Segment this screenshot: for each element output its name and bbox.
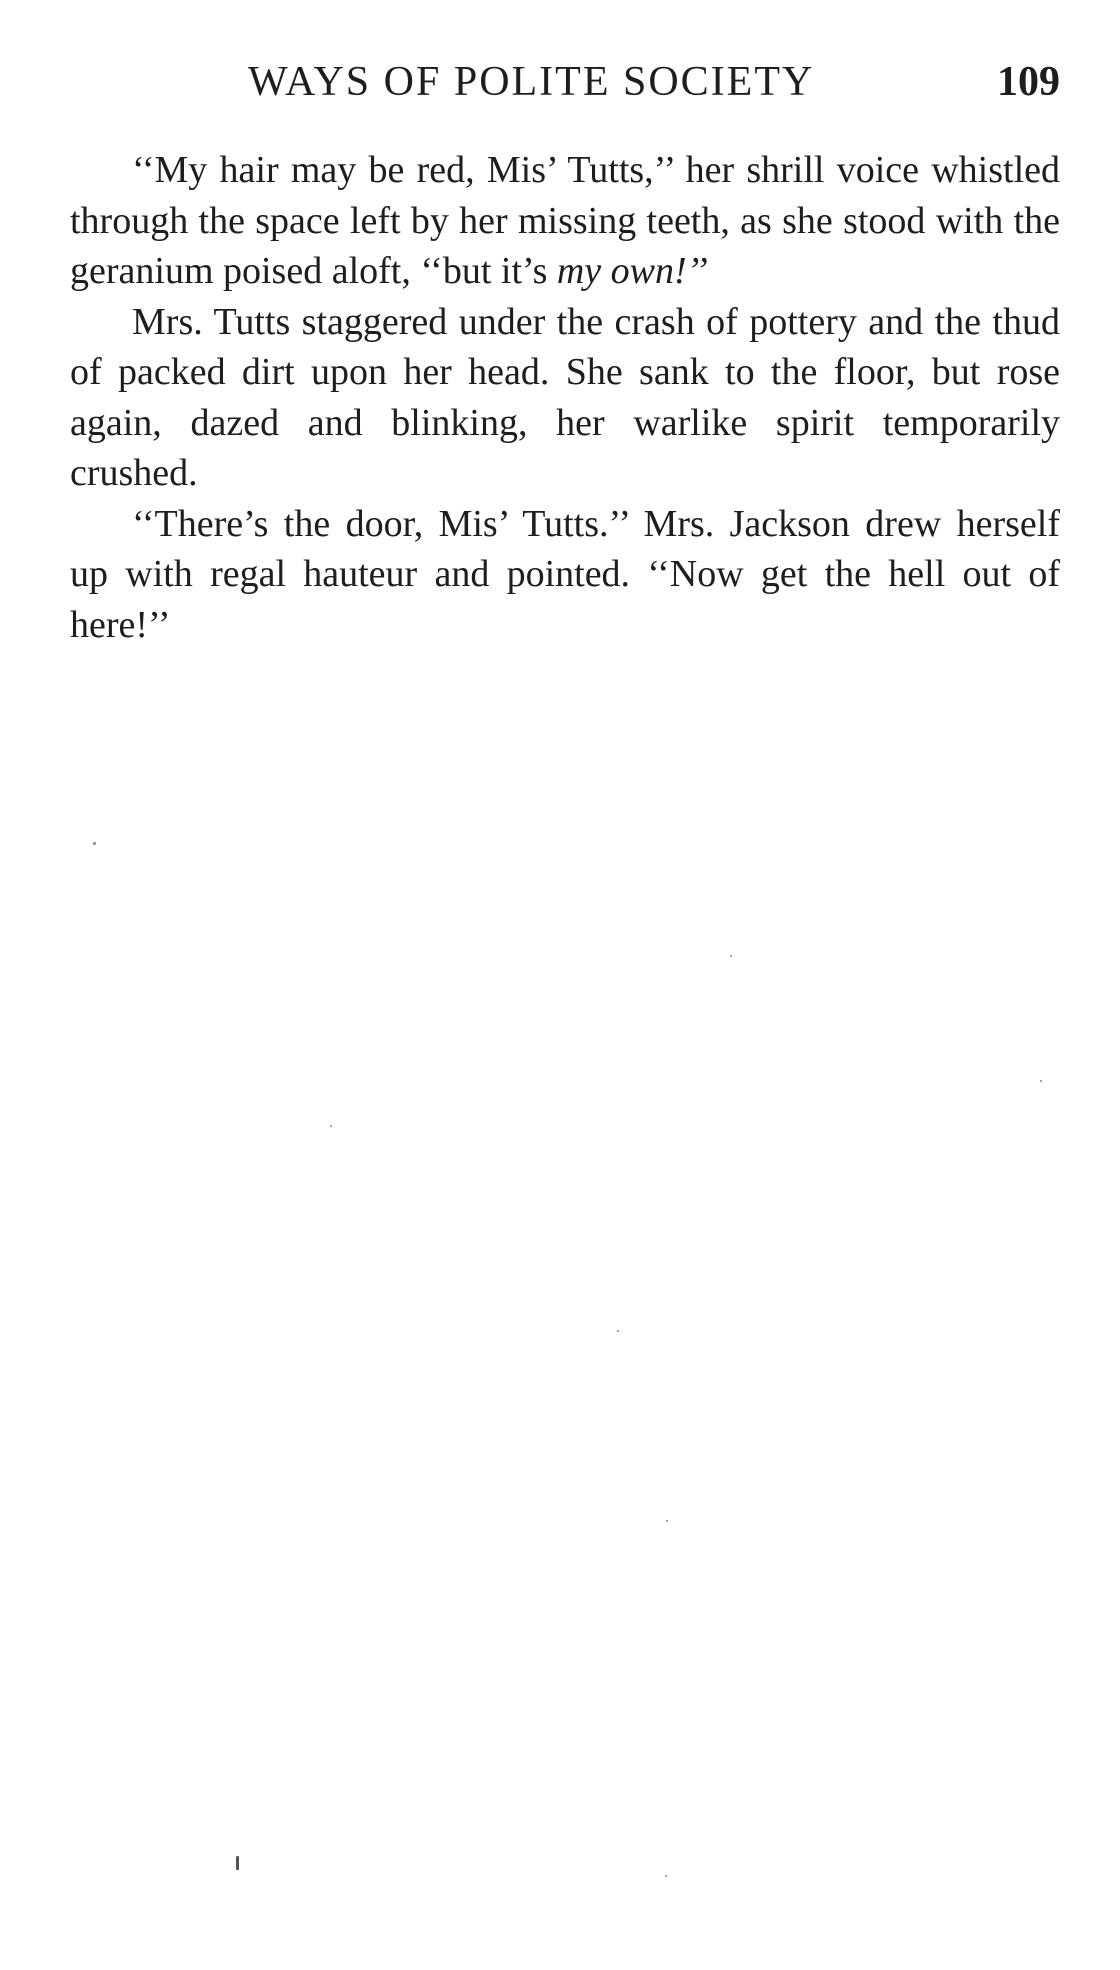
paragraph-1-emphasis: my own!’’ (556, 250, 708, 292)
scan-speck (236, 1856, 239, 1870)
paragraph-3: ‘‘There’s the door, Mis’ Tutts.’’ Mrs. Jackson drew herself up with regal hauteur and pointed. ‘‘Now get the hell out of here!’’ (70, 502, 1060, 646)
scan-speck (330, 1125, 332, 1127)
running-head (70, 52, 1060, 112)
scan-speck (1040, 1080, 1042, 1082)
scan-speck (93, 842, 96, 845)
running-title: WAYS OF POLITE SOCIETY (248, 59, 815, 105)
paragraph-1-text: ‘‘My hair may be red, Mis’ Tutts,’’ her shrill voice whistled through the space left by her missing teeth, as she stood with the geranium poised aloft, ‘‘but it’s (70, 149, 1060, 292)
paragraph-1 (70, 145, 1060, 297)
scan-speck (666, 1520, 668, 1522)
body-text (70, 145, 1060, 650)
paragraph-2: Mrs. Tutts staggered under the crash of pottery and the thud of packed dirt upon her head. She sank to the floor, but rose again, dazed and blinking, her warlike spirit temporarily crushed. (70, 300, 1060, 494)
scan-speck (617, 1330, 619, 1332)
scan-speck (665, 1875, 667, 1877)
page-number: 109 (997, 59, 1060, 105)
scan-speck (730, 955, 732, 957)
